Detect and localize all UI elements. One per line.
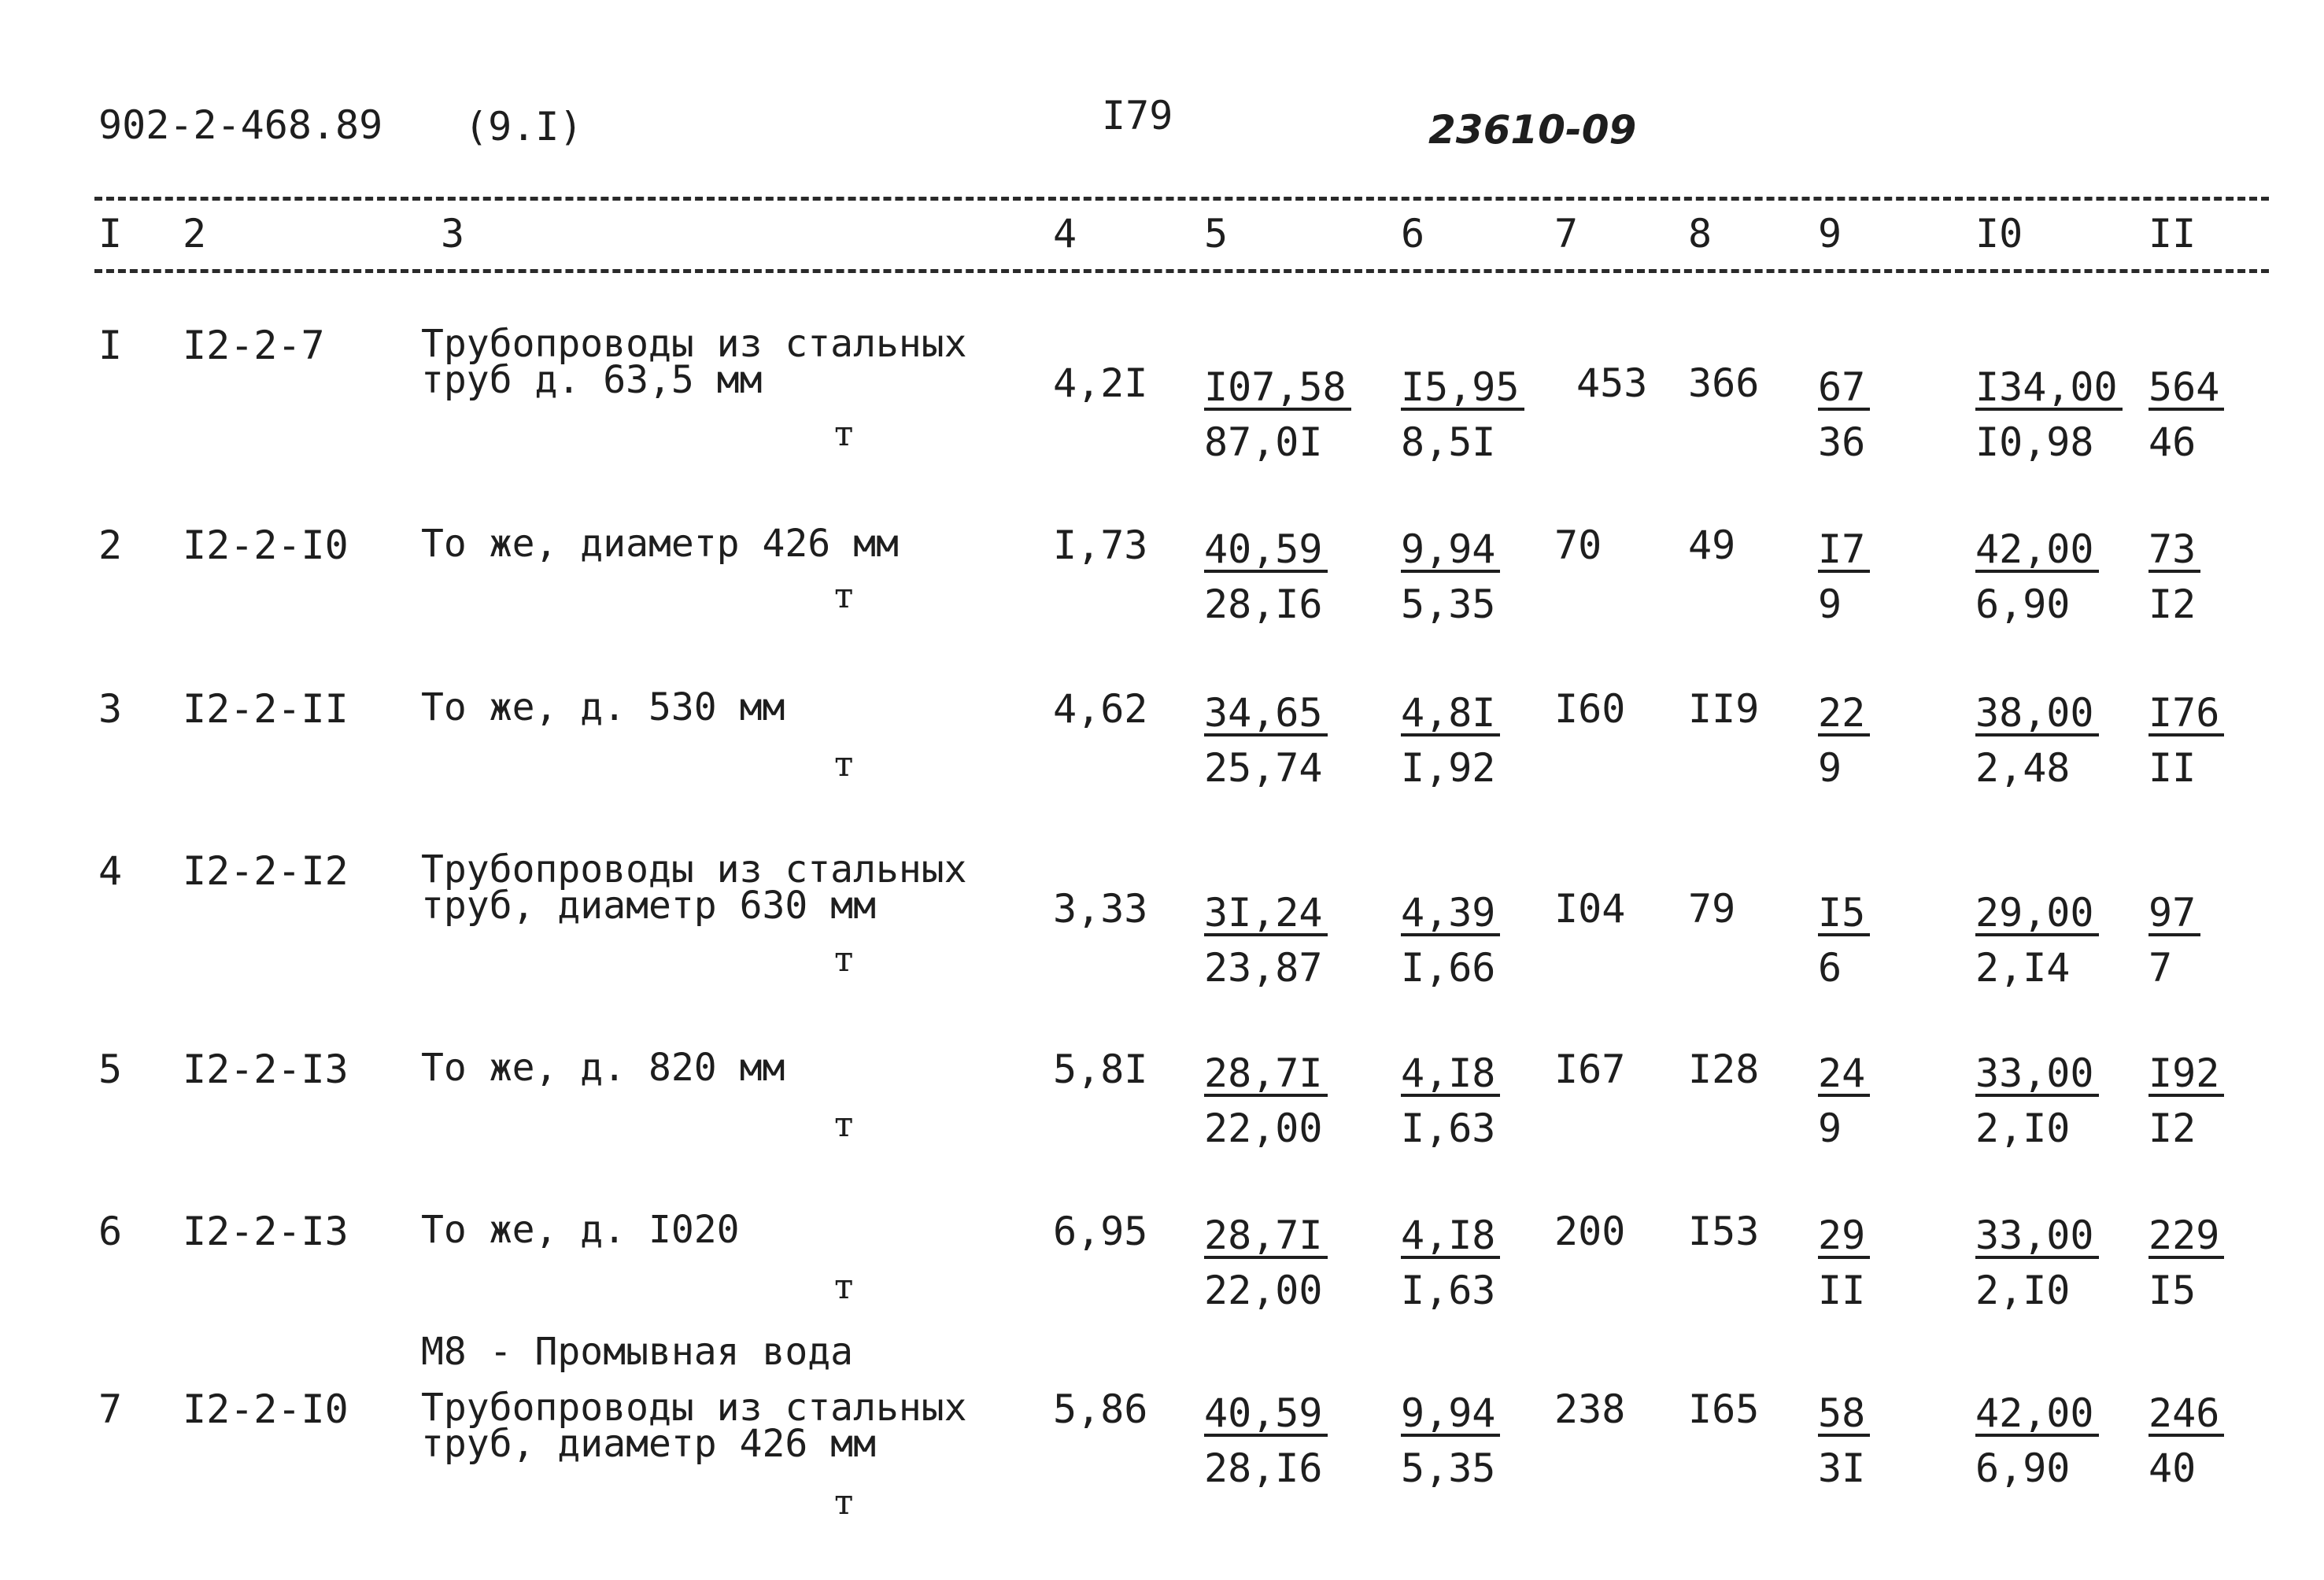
col11-top: 564 [2148, 367, 2224, 411]
col5-fraction [1204, 886, 1328, 991]
col10-top: 29,00 [1975, 892, 2099, 936]
col4-value: 5,86 [1053, 1386, 1148, 1432]
col10-top: 42,00 [1975, 529, 2099, 573]
col8-value: I53 [1688, 1209, 1760, 1254]
col6-fraction [1401, 886, 1500, 991]
col5-fraction [1204, 1209, 1328, 1311]
col5-bottom: 87,0I [1204, 419, 1323, 465]
col9-fraction [1818, 360, 1870, 463]
col6-top: 9,94 [1401, 1393, 1500, 1437]
row-number: 7 [98, 1386, 123, 1432]
col10-bottom: 2,I4 [1975, 945, 2071, 991]
col5-top: 40,59 [1204, 1393, 1328, 1437]
col5-top: I07,58 [1204, 367, 1351, 411]
row-number: I [98, 323, 123, 368]
col11-fraction [2148, 360, 2224, 463]
unit-label: т [834, 576, 854, 616]
column-header-7: 7 [1554, 211, 1579, 257]
col7-value: 238 [1554, 1386, 1626, 1432]
col5-fraction [1204, 686, 1328, 791]
col10-fraction [1975, 1209, 2099, 1311]
col6-top: 4,I8 [1401, 1053, 1500, 1097]
col6-top: 4,I8 [1401, 1215, 1500, 1259]
column-header-8: 8 [1688, 211, 1713, 257]
column-header-1: I [98, 211, 123, 257]
col10-fraction [1975, 522, 2099, 625]
col8-value: 79 [1688, 886, 1736, 932]
rate-code: I2-2-II [183, 686, 349, 732]
rate-code: I2-2-I3 [183, 1209, 349, 1254]
col5-fraction [1204, 1047, 1328, 1149]
col5-bottom: 28,I6 [1204, 1445, 1323, 1491]
col5-top: 34,65 [1204, 692, 1328, 736]
column-header-10: I0 [1975, 211, 2023, 257]
col9-bottom: 9 [1818, 745, 1842, 791]
col7-value: I04 [1554, 886, 1626, 932]
col10-fraction [1975, 886, 2099, 991]
header-rule-bottom [94, 269, 2269, 273]
col5-top: 40,59 [1204, 529, 1328, 573]
col9-bottom: 9 [1818, 1106, 1842, 1151]
col8-value: II9 [1688, 686, 1760, 732]
col11-bottom: 40 [2148, 1445, 2197, 1491]
item-description: Трубопроводы из стальных труб, диаметр 426 мм [421, 1386, 967, 1466]
col5-top: 3I,24 [1204, 892, 1328, 936]
row-number: 2 [98, 522, 123, 568]
col8-value: I65 [1688, 1386, 1760, 1432]
item-description: То же, д. I020 [421, 1208, 740, 1252]
col6-bottom: 5,35 [1401, 1445, 1496, 1491]
col4-value: 4,2I [1053, 360, 1148, 406]
col5-top: 28,7I [1204, 1215, 1328, 1259]
col7-value: 70 [1554, 522, 1602, 568]
col9-top: 24 [1818, 1053, 1870, 1097]
col11-fraction [2148, 1386, 2224, 1489]
col10-bottom: 6,90 [1975, 581, 2071, 627]
col10-top: 33,00 [1975, 1215, 2099, 1259]
col10-bottom: 2,I0 [1975, 1106, 2071, 1151]
rate-code: I2-2-I0 [183, 522, 349, 568]
column-header-5: 5 [1204, 211, 1229, 257]
col9-bottom: 6 [1818, 945, 1842, 991]
item-description: То же, д. 530 мм [421, 685, 785, 729]
col6-top: 9,94 [1401, 529, 1500, 573]
item-description: То же, д. 820 мм [421, 1046, 785, 1090]
col5-bottom: 23,87 [1204, 945, 1323, 991]
column-header-6: 6 [1401, 211, 1425, 257]
col11-fraction [2148, 1047, 2224, 1149]
col6-top: 4,8I [1401, 692, 1500, 736]
col11-bottom: I5 [2148, 1268, 2197, 1313]
col9-bottom: 9 [1818, 581, 1842, 627]
col6-fraction [1401, 686, 1500, 791]
col7-value: 200 [1554, 1209, 1626, 1254]
unit-label: т [834, 414, 854, 454]
col11-bottom: I2 [2148, 581, 2197, 627]
col9-bottom: 36 [1818, 419, 1866, 465]
col10-fraction [1975, 686, 2099, 791]
col5-bottom: 22,00 [1204, 1268, 1323, 1313]
column-header-9: 9 [1818, 211, 1842, 257]
col8-value: 366 [1688, 360, 1760, 406]
col6-bottom: I,63 [1401, 1106, 1496, 1151]
col6-fraction [1401, 360, 1524, 463]
col11-fraction [2148, 886, 2200, 991]
col11-top: I92 [2148, 1053, 2224, 1097]
col5-fraction [1204, 522, 1328, 625]
col9-fraction [1818, 886, 1870, 991]
col11-top: 97 [2148, 892, 2200, 936]
col11-top: 246 [2148, 1393, 2224, 1437]
col7-value: 453 [1576, 360, 1648, 406]
col9-fraction [1818, 1386, 1870, 1489]
col5-fraction [1204, 360, 1351, 463]
col10-top: 33,00 [1975, 1053, 2099, 1097]
col6-bottom: 8,5I [1401, 419, 1496, 465]
item-description: То же, диаметр 426 мм [421, 522, 899, 566]
rate-code: I2-2-I3 [183, 1047, 349, 1092]
item-description: Трубопроводы из стальных труб д. 63,5 мм [421, 322, 967, 402]
col4-value: 5,8I [1053, 1047, 1148, 1092]
col6-bottom: 5,35 [1401, 581, 1496, 627]
column-header-4: 4 [1053, 211, 1077, 257]
col11-bottom: I2 [2148, 1106, 2197, 1151]
col11-fraction [2148, 686, 2224, 791]
col9-fraction [1818, 1209, 1870, 1311]
column-header-11: II [2148, 211, 2197, 257]
col10-bottom: 6,90 [1975, 1445, 2071, 1491]
rate-code: I2-2-7 [183, 323, 325, 368]
col10-bottom: I0,98 [1975, 419, 2094, 465]
col11-bottom: 7 [2148, 945, 2173, 991]
col9-top: I7 [1818, 529, 1870, 573]
row-number: 3 [98, 686, 123, 732]
page-number: I79 [1102, 93, 1173, 138]
col10-fraction [1975, 1047, 2099, 1149]
col10-fraction [1975, 360, 2123, 463]
col5-top: 28,7I [1204, 1053, 1328, 1097]
col10-top: 42,00 [1975, 1393, 2099, 1437]
row-number: 4 [98, 848, 123, 894]
col4-value: I,73 [1053, 522, 1148, 568]
col9-top: I5 [1818, 892, 1870, 936]
col9-fraction [1818, 1047, 1870, 1149]
col10-fraction [1975, 1386, 2099, 1489]
col6-bottom: I,63 [1401, 1268, 1496, 1313]
col9-top: 67 [1818, 367, 1870, 411]
col8-value: 49 [1688, 522, 1736, 568]
col6-fraction [1401, 1386, 1500, 1489]
col6-fraction [1401, 1047, 1500, 1149]
section-subheading: M8 - Промывная вода [421, 1330, 854, 1374]
col11-fraction [2148, 522, 2200, 625]
col4-value: 3,33 [1053, 886, 1148, 932]
section-number: (9.I) [464, 104, 583, 150]
unit-label: т [834, 940, 854, 980]
col11-bottom: 46 [2148, 419, 2197, 465]
col5-bottom: 25,74 [1204, 745, 1323, 791]
col9-fraction [1818, 522, 1870, 625]
document-code: 902-2-468.89 [98, 102, 383, 148]
col6-bottom: I,92 [1401, 745, 1496, 791]
col9-fraction [1818, 686, 1870, 791]
column-header-3: 3 [441, 211, 465, 257]
unit-label: т [834, 1105, 854, 1145]
col5-bottom: 28,I6 [1204, 581, 1323, 627]
col8-value: I28 [1688, 1047, 1760, 1092]
item-description: Трубопроводы из стальных труб, диаметр 630 мм [421, 847, 967, 928]
col9-top: 29 [1818, 1215, 1870, 1259]
col6-fraction [1401, 522, 1500, 625]
row-number: 5 [98, 1047, 123, 1092]
unit-label: т [834, 1267, 854, 1307]
col9-top: 22 [1818, 692, 1870, 736]
col7-value: I60 [1554, 686, 1626, 732]
col10-bottom: 2,48 [1975, 745, 2071, 791]
col5-bottom: 22,00 [1204, 1106, 1323, 1151]
col4-value: 4,62 [1053, 686, 1148, 732]
col11-top: 229 [2148, 1215, 2224, 1259]
col6-bottom: I,66 [1401, 945, 1496, 991]
col4-value: 6,95 [1053, 1209, 1148, 1254]
col6-top: I5,95 [1401, 367, 1524, 411]
col5-fraction [1204, 1386, 1328, 1489]
col6-top: 4,39 [1401, 892, 1500, 936]
col11-fraction [2148, 1209, 2224, 1311]
col10-top: 38,00 [1975, 692, 2099, 736]
col10-top: I34,00 [1975, 367, 2123, 411]
col9-bottom: 3I [1818, 1445, 1866, 1491]
archive-number: 23610-09 [1428, 107, 1637, 153]
row-number: 6 [98, 1209, 123, 1254]
unit-label: т [834, 1482, 854, 1523]
col9-top: 58 [1818, 1393, 1870, 1437]
column-header-2: 2 [183, 211, 207, 257]
unit-label: т [834, 744, 854, 784]
rate-code: I2-2-I0 [183, 1386, 349, 1432]
header-rule-top [94, 197, 2269, 201]
col9-bottom: II [1818, 1268, 1866, 1313]
col7-value: I67 [1554, 1047, 1626, 1092]
rate-code: I2-2-I2 [183, 848, 349, 894]
col11-bottom: II [2148, 745, 2197, 791]
col10-bottom: 2,I0 [1975, 1268, 2071, 1313]
col11-top: I76 [2148, 692, 2224, 736]
col11-top: 73 [2148, 529, 2200, 573]
col6-fraction [1401, 1209, 1500, 1311]
